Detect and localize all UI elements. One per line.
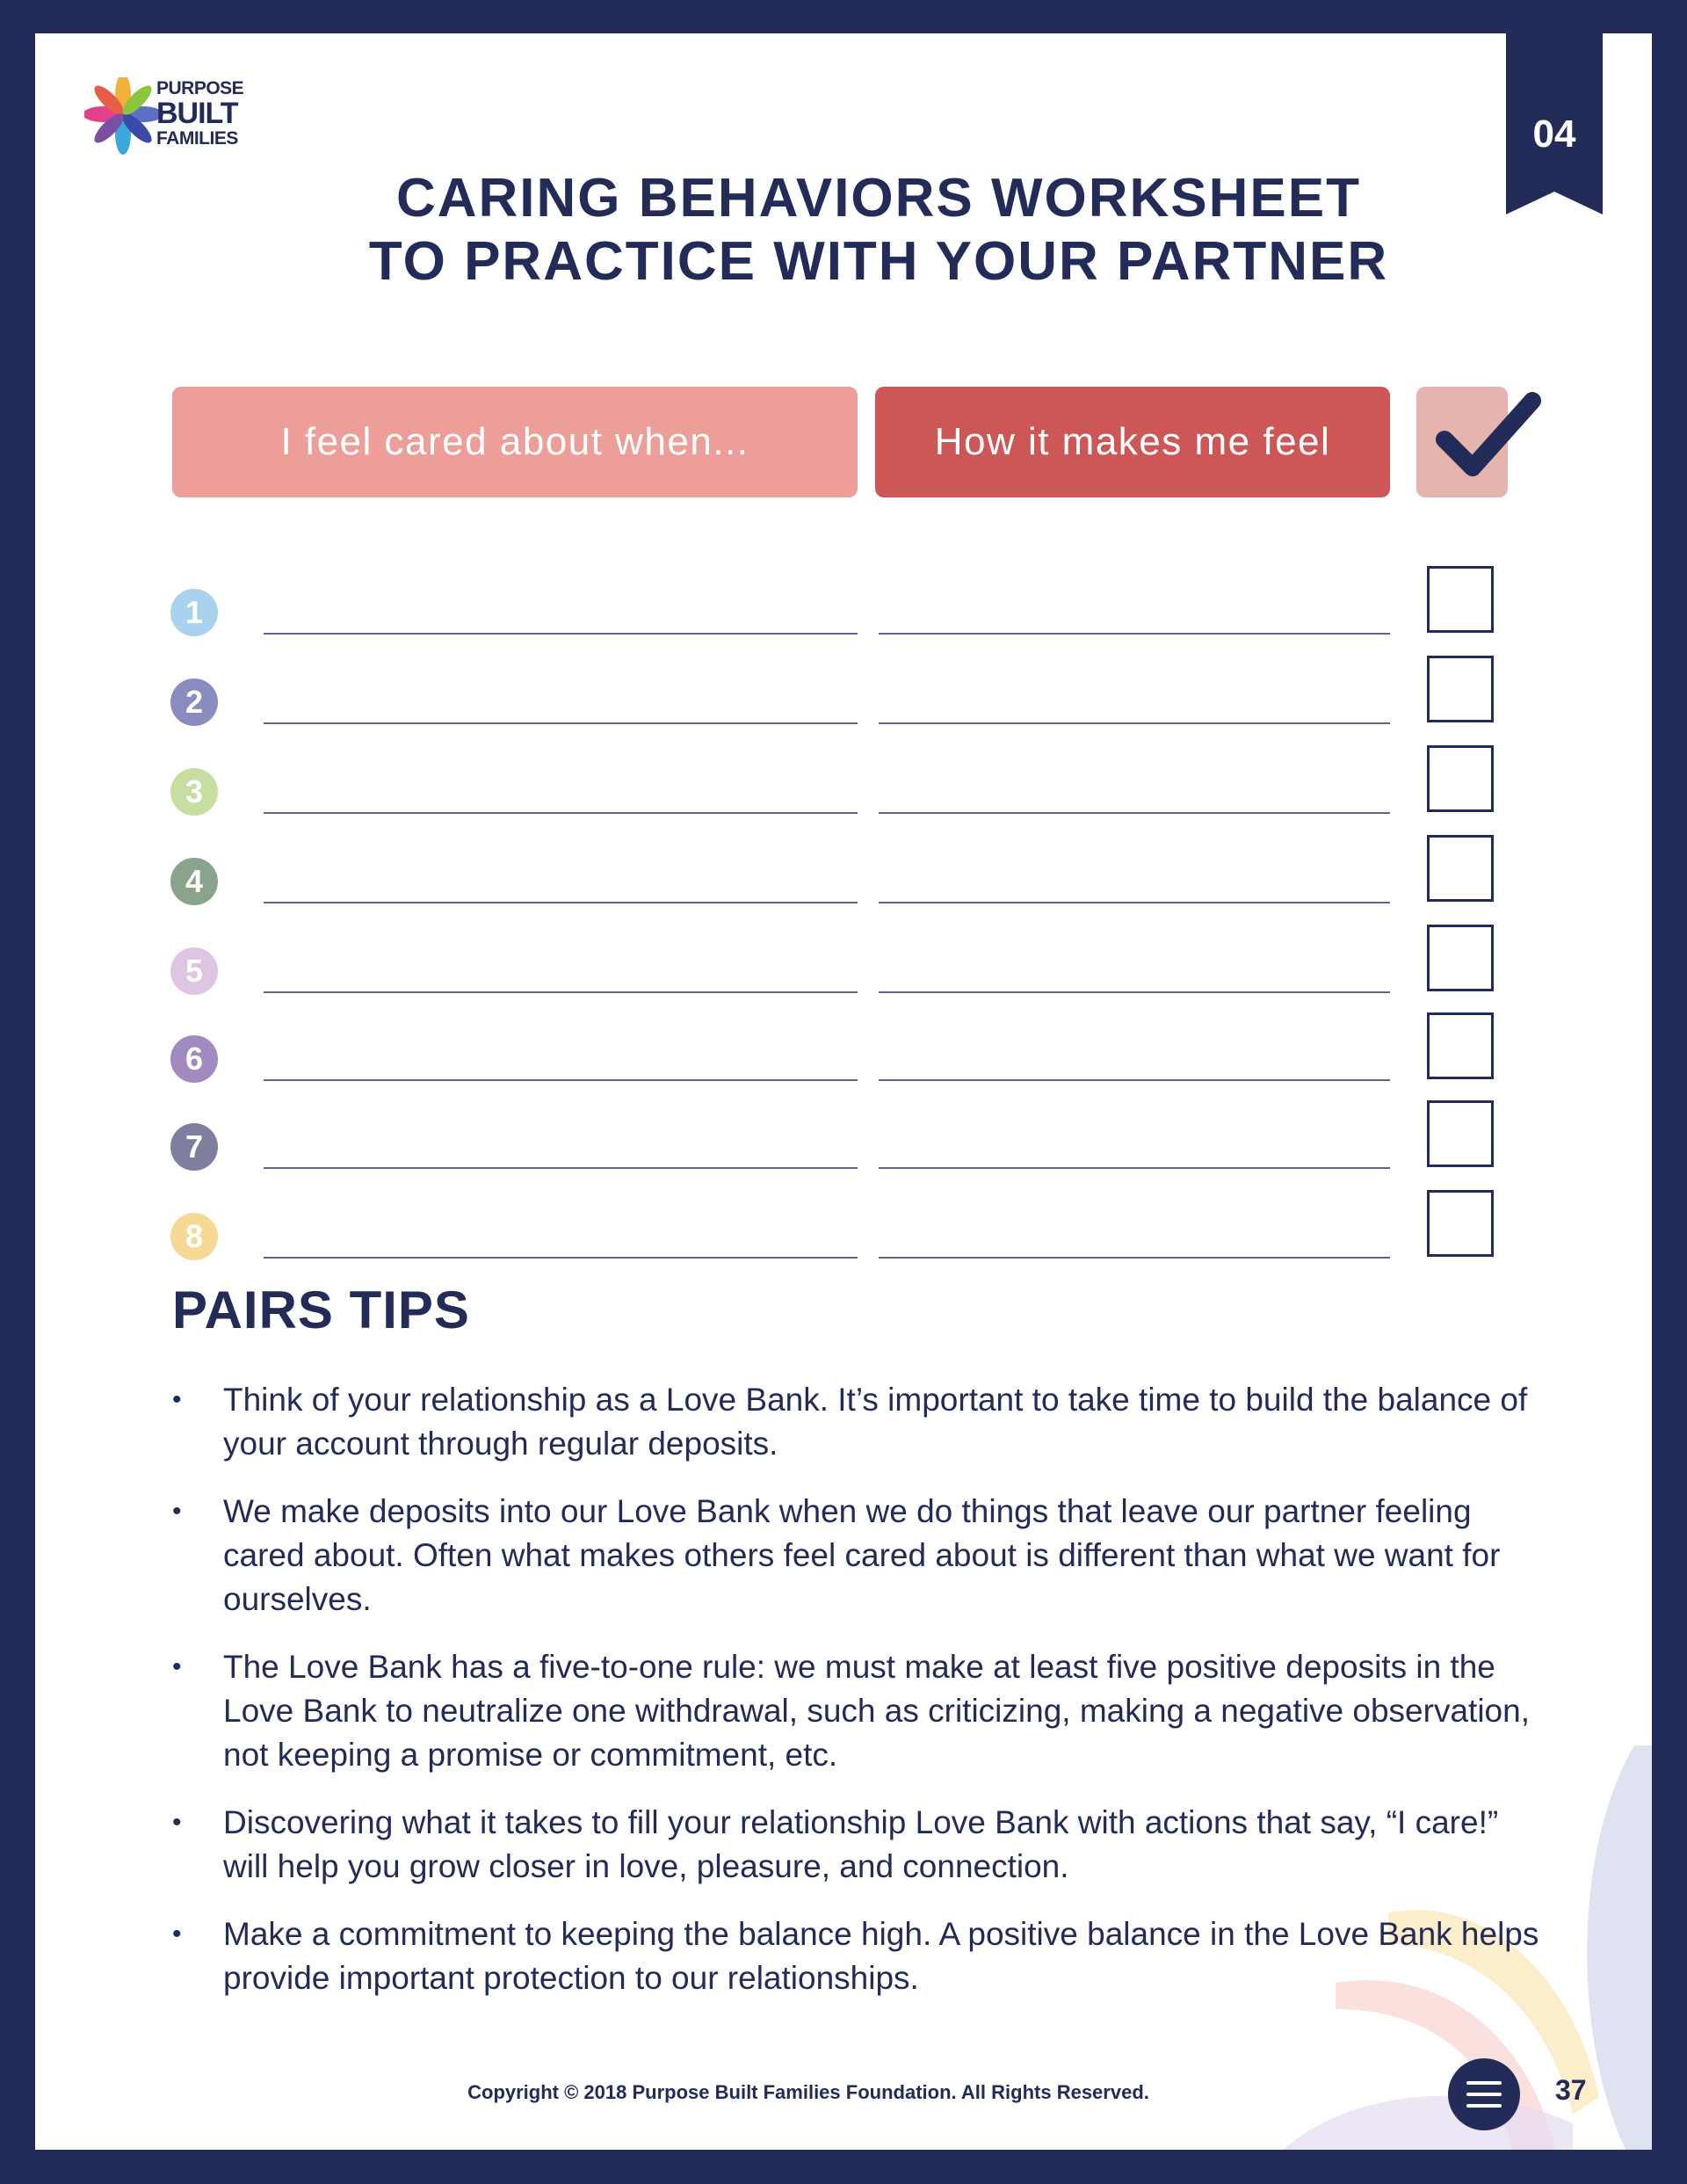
bullet-icon: • xyxy=(172,1919,182,1948)
table-row xyxy=(35,937,1652,1007)
row-number-badge: 3 xyxy=(170,768,218,816)
row-number-badge: 1 xyxy=(170,589,218,636)
cared-about-answer-line[interactable] xyxy=(264,902,858,903)
row-number-badge: 8 xyxy=(170,1213,218,1260)
row-checkbox[interactable] xyxy=(1427,835,1494,902)
cared-about-answer-line[interactable] xyxy=(264,1079,858,1081)
table-row xyxy=(35,1202,1652,1273)
feeling-answer-line[interactable] xyxy=(879,902,1390,903)
row-checkbox[interactable] xyxy=(1427,656,1494,722)
row-checkbox[interactable] xyxy=(1427,566,1494,633)
cared-about-answer-line[interactable] xyxy=(264,1257,858,1259)
logo-wordmark xyxy=(156,79,243,148)
tip-text: Make a commitment to keeping the balance high. A positive balance in the Love Bank helps provide important protection to our relationships. xyxy=(223,1916,1539,1996)
feeling-answer-line[interactable] xyxy=(879,1079,1390,1081)
column-header-cared-about: I feel cared about when... xyxy=(172,387,858,497)
row-checkbox[interactable] xyxy=(1427,1100,1494,1167)
column-header-makes-me-feel: How it makes me feel xyxy=(875,387,1390,497)
table-row xyxy=(35,1025,1652,1095)
tips-heading: PAIRS TIPS xyxy=(172,1281,470,1339)
cared-about-answer-line[interactable] xyxy=(264,991,858,993)
tip-text: The Love Bank has a five-to-one rule: we must make at least five positive deposits in the Love Bank to neutralize one withdrawal, such as criticizing, making a negative observation, not keeping a promise or commitment, etc. xyxy=(223,1649,1530,1773)
copyright-text: Copyright © 2018 Purpose Built Families Foundation. All Rights Reserved. xyxy=(467,2081,1149,2103)
table-row xyxy=(35,1113,1652,1183)
bullet-icon: • xyxy=(172,1652,182,1681)
feeling-answer-line[interactable] xyxy=(879,991,1390,993)
list-item xyxy=(172,1912,1543,2000)
checkmark-icon xyxy=(1434,388,1548,485)
page-number: 37 xyxy=(1555,2074,1587,2106)
tip-text: We make deposits into our Love Bank when we do things that leave our partner feeling cared about. Often what makes others feel cared about is different than what we want for ourselves. xyxy=(223,1493,1501,1617)
logo-line-1: PURPOSE xyxy=(156,78,244,98)
cared-about-answer-line[interactable] xyxy=(264,633,858,635)
tip-text: Think of your relationship as a Love Bank. It’s important to take time to build the balance of your account through regular deposits. xyxy=(223,1382,1528,1462)
bullet-icon: • xyxy=(172,1497,182,1526)
worksheet-page xyxy=(35,33,1652,2150)
tips-list xyxy=(172,1378,1543,2024)
row-checkbox[interactable] xyxy=(1427,745,1494,812)
feeling-answer-line[interactable] xyxy=(879,1257,1390,1259)
cared-about-answer-line[interactable] xyxy=(264,812,858,814)
table-row xyxy=(35,758,1652,828)
list-item xyxy=(172,1378,1543,1466)
list-item xyxy=(172,1490,1543,1622)
feeling-answer-line[interactable] xyxy=(879,633,1390,635)
page-title xyxy=(246,167,1511,294)
feeling-answer-line[interactable] xyxy=(879,1167,1390,1169)
tip-text: Discovering what it takes to fill your relationship Love Bank with actions that say, “I care!” will help you grow closer in love, pleasure, and connection. xyxy=(223,1804,1499,1884)
bullet-icon: • xyxy=(172,1808,182,1837)
title-line-2: TO PRACTICE WITH YOUR PARTNER xyxy=(368,231,1389,292)
table-row xyxy=(35,668,1652,738)
logo-line-2: BUILT xyxy=(156,97,238,130)
list-item xyxy=(172,1645,1543,1777)
table-row xyxy=(35,578,1652,649)
row-checkbox[interactable] xyxy=(1427,1012,1494,1079)
row-number-badge: 5 xyxy=(170,947,218,995)
cared-about-answer-line[interactable] xyxy=(264,1167,858,1169)
logo-line-3: FAMILIES xyxy=(156,128,238,149)
bullet-icon: • xyxy=(172,1385,182,1414)
row-number-badge: 7 xyxy=(170,1123,218,1171)
cared-about-answer-line[interactable] xyxy=(264,722,858,724)
section-number: 04 xyxy=(1532,112,1576,156)
menu-icon[interactable] xyxy=(1448,2058,1520,2130)
row-checkbox[interactable] xyxy=(1427,925,1494,991)
list-item xyxy=(172,1801,1543,1889)
row-number-badge: 2 xyxy=(170,678,218,726)
row-checkbox[interactable] xyxy=(1427,1190,1494,1257)
title-line-1: CARING BEHAVIORS WORKSHEET xyxy=(395,168,1361,229)
feeling-answer-line[interactable] xyxy=(879,722,1390,724)
table-row xyxy=(35,847,1652,918)
feeling-answer-line[interactable] xyxy=(879,812,1390,814)
row-number-badge: 6 xyxy=(170,1035,218,1083)
row-number-badge: 4 xyxy=(170,858,218,905)
